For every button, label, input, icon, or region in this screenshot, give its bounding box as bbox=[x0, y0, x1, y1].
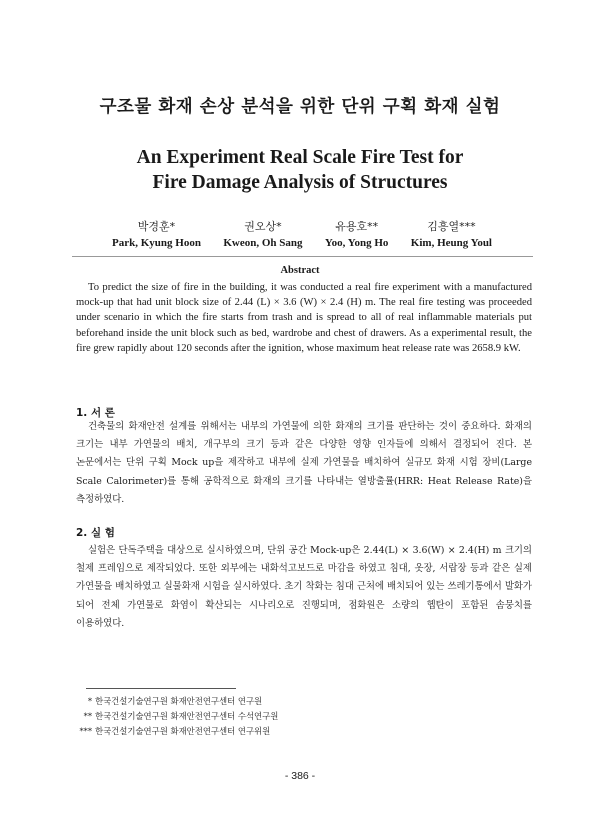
author-korean-name: 김흥열*** bbox=[427, 220, 476, 233]
footnote bbox=[76, 709, 278, 724]
author-english-name: Yoo, Yong Ho bbox=[324, 237, 389, 249]
section-heading-introduction: 1. 서 론 bbox=[76, 407, 115, 419]
author-4 bbox=[411, 218, 492, 249]
footnote-divider bbox=[86, 688, 236, 689]
abstract-text: To predict the size of fire in the building, it was conducted a real fire experiment with a manufactured mock-up that had unit block size of 2.44 (L) × 3.6 (W) × 2.4 (H) m. The real fire testing was proceeded under scenario in which the fire starts from trash and is spread to all of real inflammable materials put beforehand inside the unit block such as bed, wardrobe and chest of drawers. As a experimental result, the fire grew rapidly about 120 seconds after the ignition, whose maximum heat release rate was 2658.9 kW. bbox=[76, 282, 532, 354]
korean-title: 구조물 화재 손상 분석을 위한 단위 구획 화재 실험 bbox=[99, 97, 501, 117]
author-english-name: Kweon, Oh Sang bbox=[223, 237, 303, 249]
english-title-line-1: An Experiment Real Scale Fire Test for bbox=[136, 147, 464, 168]
english-title-line-2: Fire Damage Analysis of Structures bbox=[152, 172, 448, 193]
footnote-text: 한국건설기술연구원 화재안전연구센터 연구원 bbox=[95, 696, 263, 706]
section-text-experiment: 실험은 단독주택을 대상으로 실시하였으며, 단위 공간 Mock-up은 2.44(L) × 3.6(W) × 2.4(H) m 크기의 철제 프레임으로 제작되었다. 또한 외부에는 내화석고보드로 마감을 하였고 침대, 옷장, 서랍장 등과 같은 실제 가연물을 배치하였고 실물화재 시험을 실시하였다. 초기 착화는 침대 근처에 배치되어 있는 쓰레기통에서 발화가 되어 전체 가연물로 화염이 확산되는 시나리오로 진행되며, 점화원은 소량의 헵탄이 포함된 솜뭉치를 이용하였다. bbox=[76, 545, 532, 629]
author-korean-name: 유용호** bbox=[335, 220, 379, 233]
footnotes bbox=[76, 694, 278, 739]
page-number: - 386 - bbox=[284, 770, 316, 782]
footnote bbox=[76, 694, 278, 709]
author-english-name: Park, Kyung Hoon bbox=[112, 237, 201, 249]
english-title bbox=[0, 145, 600, 195]
footnote-text: 한국건설기술연구원 화재안전연구센터 수석연구원 bbox=[95, 711, 279, 721]
author-1 bbox=[112, 218, 201, 249]
author-korean-name: 권오상* bbox=[244, 220, 282, 233]
author-2 bbox=[223, 218, 302, 249]
section-text-introduction: 건축물의 화재안전 설계를 위해서는 내부의 가연물에 의한 화재의 크기를 판단하는 것이 중요하다. 화재의 크기는 내부 가연물의 배치, 개구부의 크기 등과 같은 다양한 영향 인자들에 의해서 결정되어 진다. 본 논문에서는 단위 구획 Mock up을 제작하고 내부에 실제 가연물을 배치하여 실규모 화재 시험 장비(Large Scale Calorimeter)를 통해 공학적으로 화재의 크기를 나타내는 열방출률(HRR: Heat Release Rate)을 측정하였다. bbox=[76, 421, 532, 505]
author-korean-name: 박경훈* bbox=[137, 220, 176, 233]
author-english-name: Kim, Heung Youl bbox=[410, 237, 492, 249]
footnote bbox=[76, 724, 278, 739]
author-3 bbox=[325, 218, 388, 249]
footnote-mark: *** bbox=[79, 726, 92, 736]
abstract-heading: Abstract bbox=[280, 265, 320, 276]
footnote-mark: ** bbox=[83, 711, 92, 721]
author-list bbox=[112, 218, 492, 249]
footnote-mark: * bbox=[87, 696, 92, 706]
footnote-text: 한국건설기술연구원 화재안전연구센터 연구위원 bbox=[95, 726, 271, 736]
section-heading-experiment: 2. 실 험 bbox=[76, 527, 115, 539]
header-divider bbox=[72, 256, 533, 257]
